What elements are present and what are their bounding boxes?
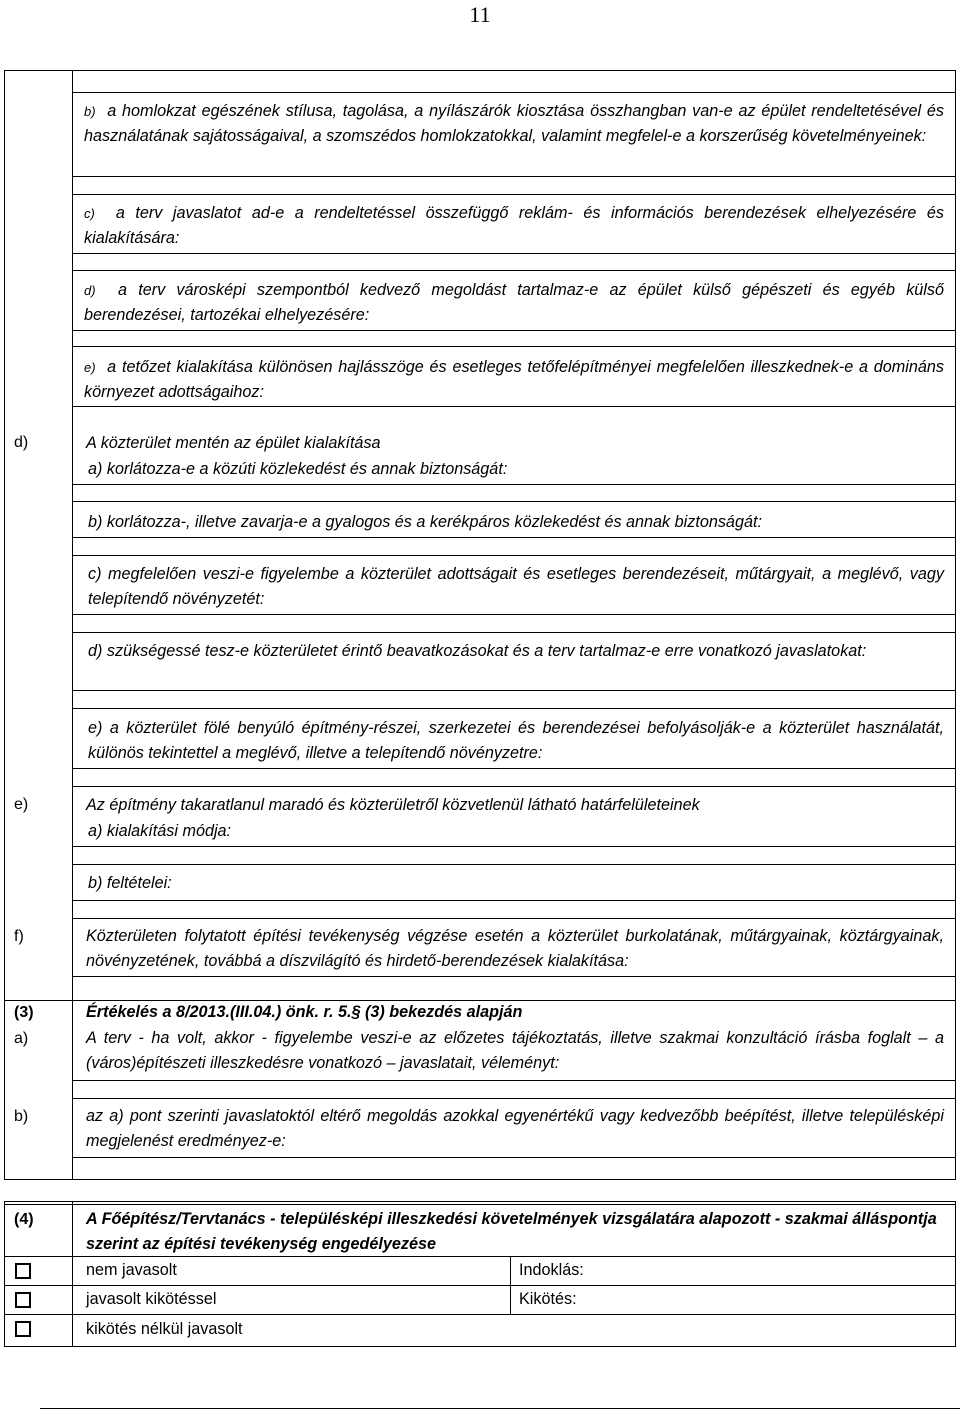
row-divider [72, 1157, 956, 1158]
criterion-e: e) a tetőzet kialakítása különösen hajlásszöge és esetleges tetőfelépítményei megfelelően illeszkednek-e a domináns környezet adottságaihoz: [84, 358, 944, 401]
section-3-item-b-label: b) [14, 1108, 29, 1125]
row-divider [72, 786, 956, 787]
section-4-heading: A Főépítész/Tervtanács - településképi illeszkedési követelmények vizsgálatára alapozott - szakmai álláspontja szerint az építési tevékenység engedélyezése [86, 1210, 937, 1253]
section-3-label: (3) [14, 1004, 34, 1021]
option-nem-javasolt-label: nem javasolt [86, 1261, 177, 1279]
row-divider [72, 92, 956, 93]
row-divider [72, 484, 956, 485]
column-divider [510, 1256, 511, 1314]
row-divider [4, 1314, 956, 1315]
section-e-label: e) [14, 796, 29, 813]
row-divider [72, 253, 956, 254]
option-javasolt-kikotessel-label: javasolt kikötéssel [86, 1290, 217, 1308]
option-javasolt-kikotessel-note: Kikötés: [519, 1290, 577, 1308]
row-divider [72, 900, 956, 901]
footer-rule [40, 1408, 960, 1409]
row-divider [72, 1080, 956, 1081]
row-divider [72, 614, 956, 615]
checkbox-kikotes-nelkul[interactable] [15, 1321, 31, 1337]
row-divider [72, 501, 956, 502]
row-divider [72, 176, 956, 177]
row-divider [72, 976, 956, 977]
section-e-heading: Az építmény takaratlanul maradó és közterületről közvetlenül látható határfelületeinek [86, 796, 700, 814]
boundary-item-a: a) kialakítási módja: [88, 822, 232, 840]
boundary-item-b: b) feltételei: [88, 874, 172, 892]
row-divider [72, 1098, 956, 1099]
checkbox-javasolt-kikotessel[interactable] [15, 1292, 31, 1308]
row-divider [72, 632, 956, 633]
criterion-d: d) a terv városképi szempontból kedvező megoldást tartalmaz-e az épület külső gépészeti és egyéb külső berendezései, tartozékai elhelyezésére: [84, 281, 944, 324]
public-space-item-e: e) a közterület fölé benyúló építmény-részei, szerkezetei és berendezései befolyásolják-e a közterület használatát, különös tekintettel a meglévő, illetve a telepítendő növényzetre: [88, 719, 944, 762]
row-divider [72, 270, 956, 271]
row-divider [72, 768, 956, 769]
row-divider [72, 846, 956, 847]
criterion-c: c) a terv javaslatot ad-e a rendeltetéssel összefüggő reklám- és információs berendezések elhelyezésére és kialakítására: [84, 204, 944, 247]
public-space-item-c: c) megfelelően veszi-e figyelembe a közterület adottságait és esetleges berendezéseit, műtárgyait, a meglévő, vagy telepítendő növényzetét: [88, 565, 944, 608]
section-3-item-a-text: A terv - ha volt, akkor - figyelembe veszi-e az előzetes tájékoztatás, illetve szakmai konzultáció írásba foglalt – a (város)építészeti illeszkedésre vonatkozó – javaslatait, véleményt: [86, 1029, 944, 1072]
section-f-text: Közterületen folytatott építési tevékenység végzése esetén a közterület burkolatának, műtárgyainak, köztárgyainak, növényzetének, továbbá a díszvilágító és hirdető-berendezések kialakítása: [86, 927, 944, 970]
column-divider [72, 1201, 73, 1347]
row-divider [72, 330, 956, 331]
row-divider [72, 537, 956, 538]
section-d-label: d) [14, 434, 29, 451]
option-kikotes-nelkul-label: kikötés nélkül javasolt [86, 1320, 243, 1338]
row-divider [72, 406, 956, 407]
section-4-label: (4) [14, 1211, 34, 1228]
row-divider [72, 864, 956, 865]
row-divider [72, 690, 956, 691]
row-divider [72, 346, 956, 347]
section-d-heading: A közterület mentén az épület kialakítása [86, 434, 381, 452]
public-space-item-a: a) korlátozza-e a közúti közlekedést és annak biztonságát: [88, 460, 508, 478]
section-3-heading: Értékelés a 8/2013.(III.04.) önk. r. 5.§ (3) bekezdés alapján [86, 1003, 523, 1021]
section-f-label: f) [14, 928, 24, 945]
row-divider [4, 1285, 956, 1286]
section-3-item-a-label: a) [14, 1030, 29, 1047]
page-number: 11 [469, 2, 491, 27]
option-nem-javasolt-note: Indoklás: [519, 1261, 584, 1279]
row-divider [4, 1204, 956, 1205]
row-divider [72, 918, 956, 919]
public-space-item-b: b) korlátozza-, illetve zavarja-e a gyalogos és a kerékpáros közlekedést és annak biztonságát: [88, 513, 762, 531]
checkbox-nem-javasolt[interactable] [15, 1263, 31, 1279]
column-divider [72, 70, 73, 1180]
section-3-item-b-text: az a) pont szerinti javaslatoktól eltérő megoldás azokkal egyenértékű vagy kedvezőbb beépítést, illetve településképi megjelenést eredményez-e: [86, 1107, 944, 1150]
row-divider [72, 194, 956, 195]
public-space-item-d: d) szükségessé tesz-e közterületet érintő beavatkozásokat és a terv tartalmaz-e erre vonatkozó javaslatokat: [88, 642, 867, 660]
criterion-b: b) a homlokzat egészének stílusa, tagolása, a nyílászárók kiosztása összhangban van-e az épület rendeltetésével és használatának sajátosságaival, a szomszédos homlokzatokkal, valamint megfelel-e a korszerűség követelményeinek: [84, 102, 944, 145]
row-divider [72, 555, 956, 556]
row-divider [72, 708, 956, 709]
